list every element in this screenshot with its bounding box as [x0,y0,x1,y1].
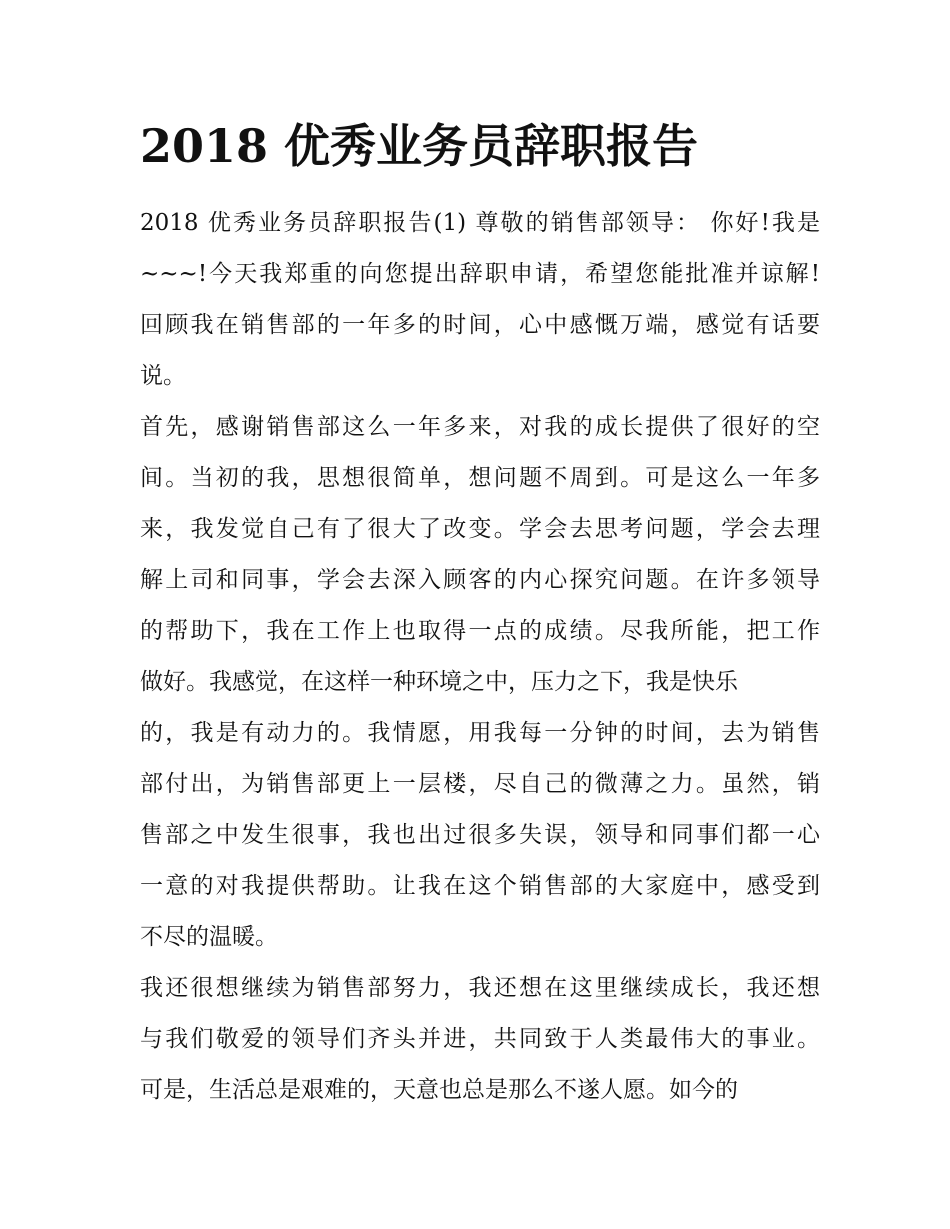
body-line: 做好。我感觉，在这样一种环境之中，压力之下，我是快乐 [140,669,738,695]
body-line: 回顾我在销售部的一年多的时间，心中感慨万端，感觉有话要 [140,312,820,338]
body-line: 首先，感谢销售部这么一年多来，对我的成长提供了很好的空 [140,414,820,440]
body-line: 的，我是有动力的。我情愿，用我每一分钟的时间，去为销售 [140,720,820,746]
body-line: 来，我发觉自己有了很大了改变。学会去思考问题，学会去理 [140,516,820,542]
body-line: 不尽的温暖。 [140,924,278,950]
body-line: 间。当初的我，思想很简单，想问题不周到。可是这么一年多 [140,465,820,491]
body-line: ~~~!今天我郑重的向您提出辞职申请，希望您能批准并谅解! [140,261,820,287]
body-line: 我还很想继续为销售部努力，我还想在这里继续成长，我还想 [140,975,820,1001]
body-line: 说。 [140,363,186,389]
body-line: 一意的对我提供帮助。让我在这个销售部的大家庭中，感受到 [140,873,820,899]
body-line: 的帮助下，我在工作上也取得一点的成绩。尽我所能，把工作 [140,618,820,644]
body-line: 与我们敬爱的领导们齐头并进，共同致于人类最伟大的事业。 [140,1026,820,1052]
document-body [140,198,820,1116]
body-line: 可是，生活总是艰难的，天意也总是那么不遂人愿。如今的 [140,1077,738,1103]
body-line: 部付出，为销售部更上一层楼，尽自己的微薄之力。虽然，销 [140,771,820,797]
body-line: 2018 优秀业务员辞职报告(1) 尊敬的销售部领导： 你好!我是 [140,210,820,236]
body-line: 售部之中发生很事，我也出过很多失误，领导和同事们都一心 [140,822,820,848]
document-title: 2018 优秀业务员辞职报告 [140,119,699,173]
body-line: 解上司和同事，学会去深入顾客的内心探究问题。在许多领导 [140,567,820,593]
